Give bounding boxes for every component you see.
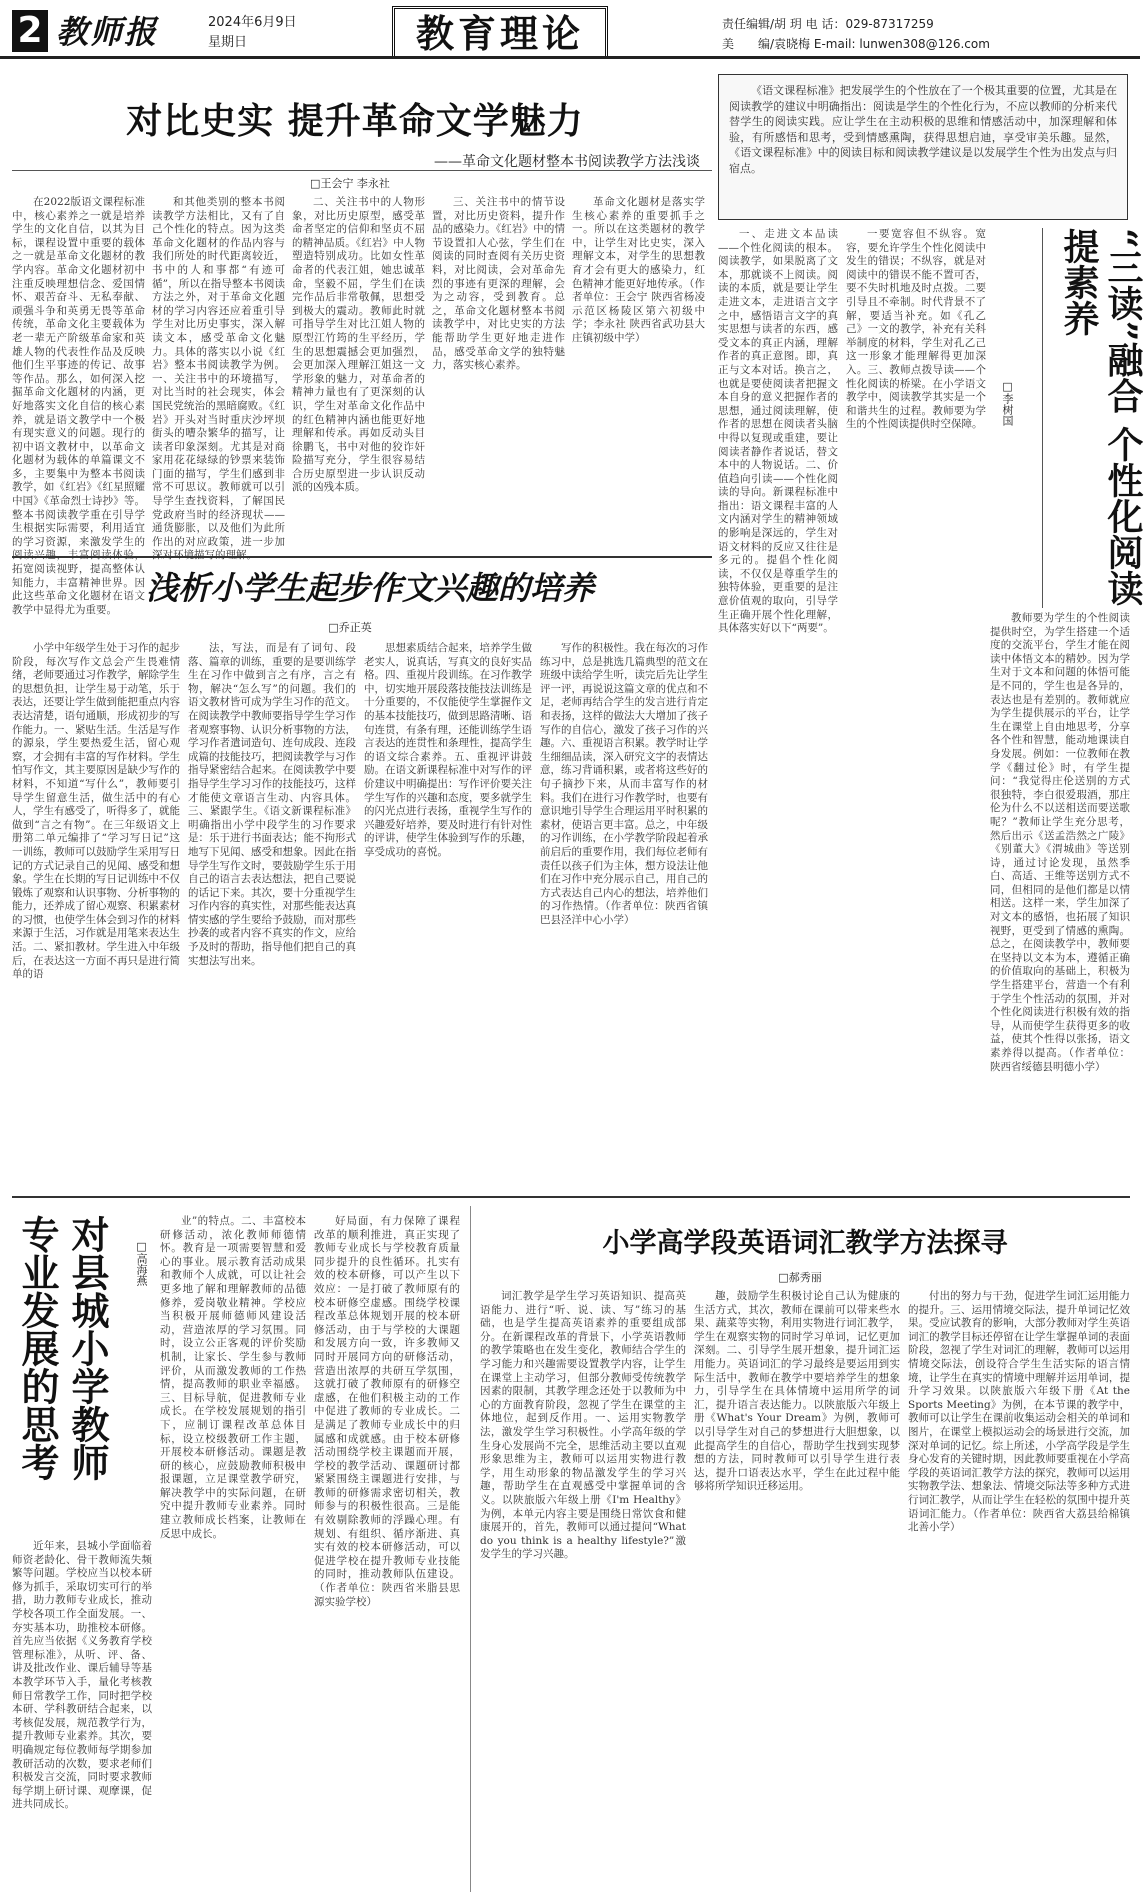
article2-author: □李树国 [1001,380,1014,426]
article1-author: □王会宁 李永社 [310,177,390,190]
article3-column-3: 思想素质结合起来，培养学生做老实人，说真话，写真文的良好实品格。四、重视片段训练。在习作教学中，切实地开展段落技能技法训练是十分重要的，不仅能使学生掌握作文的基本技能技巧，做到思路清晰、语句连贯，有条有理，还能训练学生语言表达的连贯性和条理性，提高学生的语文综合素养。五、重视评讲鼓励。在语文新课程标准中对写作的评价建议中明确提出：写作评价要关注学生写作的兴趣和态度，要多就学生的闪光点进行表扬，重视学生写作的兴趣爱好培养，要及时进行有针对性的评讲，使学生体验到写作的乐趣，享受成功的喜悦。 [364,642,532,858]
article5-author: □郝秀丽 [778,1271,822,1284]
editor-label: 责任编辑/胡 玥 电 话：029-87317259 [722,17,934,31]
article5-column-2: 趣，鼓励学生积极讨论自己认为健康的生活方式，其次，教师在课前可以带来些水果、蔬菜等实物，利用实物进行词汇教学，学生在观察实物的同时学习单词，记忆更加深刻。二、引导学生展开想象，提升词汇运用能力。英语词汇的学习最终是要运用到实际生活中，教师在教学中要培养学生的想象力，引导学生在具体情境中运用所学的词汇，提升语言表达能力。以陕旅版六年级上册《What's Your Dream》为例，教师可以引导学生对自己的梦想进行大胆想象，以此提高学生的自信心，帮助学生找到实现梦想的方法，同时教师可以引导学生进行表达，提升口语表达水平，学生在此过程中能够将所学知识迁移运用。 [694,1290,900,1493]
quote-text: 《语文课程标准》把发展学生的个性放在了一个极其重要的位置，尤其是在阅读教学的建议中明确指出：阅读是学生的个性化行为，不应以教师的分析来代替学生的阅读实践。应让学生在主动积极的思维和情感活动中，加深理解和体验，有所感悟和思考，受到情感熏陶，获得思想启迪，享受审美乐趣。显然，《语文课程标准》中的阅读目标和阅读教学建议是以发展学生个性为出发点与归宿点。 [729,84,1117,175]
article1-column-1: 在2022版语文课程标准中，核心素养之一就是培养学生的文化自信，以其为目标，课程设置中重要的载体之一就是革命文化题材的教学内容。革命文化题材初中注重反映理想信念、爱国情怀、艰苦奋斗、无私奉献、顽强斗争和英勇无畏等革命传统，革命文化主要载体为老一辈无产阶级革命家和英雄人物的代表性作品及反映他们生平事迹的传记、故事等作品。那么，如何深入挖掘革命文化题材的内涵，更好地落实文化自信的核心素养，就是语文教学中一个极有现实意义的问题。现行的初中语文教材中，以革命文化题材为载体的单篇课文不多，主要集中为整本书阅读教学，如《红岩》《红星照耀中国》《革命烈士诗抄》等。整本书阅读教学重在引导学生根据实际需要，利用适宜的学习资源，来激发学生的 拓宽阅读视野，提高整体认知能力，丰富精神世界。因此这些革命文化题材在语文教学中显得尤为重要。 [12,196,145,616]
article1-column-5: 革命文化题材是落实学生核心素养的重要抓手之一。所以在这类题材的教学中，让学生对比史实，深入理解文本，对学生的思想教育才会有更大的感染力，红色精神才能更好地传承。（作者单位：王会宁 陕西省杨凌示范区杨陵区第六初级中学；李永社 陕西省武功县大庄镇初级中学） [572,196,705,344]
article3-column-1: 小学中年级学生处于习作的起步阶段，每次写作文总会产生畏难情绪，老师要通过习作教学，解除学生的思想负担，让学生易于动笔，乐于表达，还要让学生做到能把重点内容表达清楚，语句通顺，形成初步的写作能力。一、紧贴生活。生活是写作的源泉，学生要热爱生活，留心观察，才会拥有丰富的写作材料。学生怕写作文，其主要原因是缺少写作的材料，不知道“写什么”，教师要引导学生留意生活，做生活中的有心人，学生有感受了，听得多了，就能做到“言之有物”。在三年级语文上册第二单元编排了“学习写日记”这一训练，教师可以鼓励学生采用写日记的方式记录自己的见闻、感受和想象。学生在长期的写日记训练中不仅锻炼了观察和认识事物、分析事物的能力，还养成了留心观察、积累素材的习惯，也使学生体会到习作的材料来源于生活，习作就是用笔来表达生活。二、紧扣教材。学生进入中年级后，在表达这一方面不再只是进行简单的语 [12,642,180,981]
art-editor-label: 美 编/袁晓梅 E-mail: lunwen308@126.com [722,37,990,51]
issue-date: 2024年6月9日 [208,15,297,30]
section-title: 教育理论 [392,6,608,57]
article3-column-4: 写作的积极性。我在每次的习作练习中，总是挑选几篇典型的范文在班级中读给学生听，读完后先让学生评一评，再说说这篇文章的优点和不足，老师再结合学生的发言进行肯定和表扬，这样的做法大大增加了孩子写作的自信心，激发了孩子习作的兴趣。六、重视语言积累。教学时让学生细细品读，深入研究文字的表情达意，练习背诵积累，或者将这些好的句子摘抄下来，从而丰富写作的材料。我们在进行习作教学时，也要有意识地引导学生合理运用平时积累的素材，使语言更丰富。总之，中年级的习作训练，在小学教学阶段起着承前启后的重要作用，我们每位老师有责任以孩子们为主体，想方设法让他们在习作中充分展示自己，用自己的方式表达自己内心的想法，培养他们的习作热情。（作者单位：陕西省镇巴县泾洋中心小学） [540,642,708,926]
article1-subtitle: ——革命文化题材整本书阅读教学方法浅谈 [434,154,700,170]
quote-box [718,74,1128,220]
article4-column-2: 业”的特点。二、丰富校本研修活动，浓化教师师德情怀。教育是一项需要智慧和爱心的事业。展示教育活动成果和教师个人成就，可以让社会更多地了解和理解教师的品德修养，爱岗敬业精神。学校应当积极开展师德师风建设活动，营造浓厚的学习氛围。同时，设立公正客观的评价奖励机制，让家长、学生参与教师评价，从而激发教师的工作热情，提高教师的职业幸福感。三、目标导航，促进教师专业成长。在学校发展规划的指引下，应制订课程改革总体目标，设立校级教研工作主题，开展校本研修活动。课题是教研的核心，应鼓励教师积极申报课题，立足课堂教学研究，解决教学中的实际问题，在研究中提升教师专业素养。同时建立教师成长档案，让教师在反思中成长。 [160,1215,306,1540]
article2-title: “三读”融合 个性化阅读提素养 [1042,228,1131,608]
article5-title: 小学高学段英语词汇教学方法探寻 [602,1228,1008,1259]
article1-column-4: 三、关注书中的情节设置，对比历史资料，提升作品的感染力。《红岩》中的情节设置扣人心弦，学生们在阅读的同时查阅有关历史资料，对比阅读，会对革命先烈的事迹有更深的理解，会为之动容，受到教育。总之，革命文化题材整本书阅读教学中，对比史实的方法能帮助学生更好地走进作品，感受革命文学的独特魅力，落实核心素养。 [432,196,565,372]
article5-column-1: 词汇教学是学生学习英语知识、提高英语能力、进行“听、说、读、写”练习的基础，也是学生提高英语素养的重要组成部分。在新课程改革的背景下，小学英语教师的教学策略也在发生变化，教师结合学生的学习能力和兴趣需要设置教学内容，让学生在课堂上主动学习，但部分教师受传统教学因素的限制，其教学理念还处于以教师为中心的方面教育阶段，忽视了学生在课堂的主体地位，起到反作用。一、运用实物教学法，激发学生学习积极性。小学高年级的学生身心发展尚不完全，思维活动主要以直观形象思维为主，教师可以运用实物进行教学，用生动形象的物品激发学生的学习兴趣，帮助学生在直观感受中掌握单词的含义。以陕旅版六年级上册《I'm Healthy》为例，本单元内容主要是围绕日常饮食和健康展开的，首先，教师可以通过提问“What do you think is a healthy lifestyle?”激发学生的学习兴趣。 [480,1290,686,1561]
paper-name: 教师报 [56,13,159,51]
article3-author: □乔正英 [328,621,372,634]
article3-title: 浅析小学生起步作文兴趣的培养 [145,569,594,607]
article1-title: 对比史实 提升革命文学魅力 [126,101,584,142]
article4-column-1: 近年来，县城小学面临着师资老龄化、骨干教师流失频繁等问题。学校应当以校本研修为抓手，采取切实可行的举措，助力教师专业成长，推动学校各项工作全面发展。一、夯实基本功，助推校本研修。首先应当依据《义务教育学校管理标准》，从听、评、备、讲及批改作业、课后辅导等基本教学环节入手，量化考核教师日常教学工作，同时把学校本研、学科教研结合起来，以考核促发展，规范教学行为，提升教师专业素养。其次，要明确规定每位教师每学期参加教研活动的次数，要求老师们积极发言交流，同时要求教师每学期上研讨课、观摩课，促进共同成长。 [12,1540,152,1811]
article4-author: □高海燕 [135,1240,148,1286]
article2-column-2: 一要宽容但不纵容。宽容，要允许学生个性化阅读中发生的错误；不纵容，就是对阅读中的错误不能不置可否，要不失时机地及时点拨。二要引导且不牵制。时代背景不了解，要适当补充。如《孔乙己》一文的教学，补充有关科举制度的材料，学生对孔乙己这一形象才能理解得更加深入。三、教师点拨导读——个性化阅读的桥梁。在小学语文教学中，阅读教学其实是一个和谐共生的过程。教师要为学生的个性阅读提供时空保障。 [846,228,986,431]
article4-title: 对县城小学教师专业发展的思考 [15,1215,110,1481]
article1-column-2: 和其他类别的整本书阅读教学方法相比，又有了自己个性化的特点。因为这类革命文化题材的作品内容与我们所处的时代距离较近，书中的人和事都“有迹可循”，所以在指导整本书阅读方法之外，对于革命文化题材的学习内容还应着重引导学生对比历史事实，深入解读文本，感受革命文化魅力。具体的落实以小说《红岩》整本书阅读教学为例。一、关注书中的环境描写，对比当时的社会现实，体会国民党统治的黑暗腐败。《红岩》开头对当时重庆沙坪坝街头的嘈杂繁华的描写，让读者印象深刻。尤其是对商家用花花绿绿的钞票来装饰门面的描写，学生们感到非常不可思议。教师就可以引导学生查找资料，了解国民党政府当时的经济现状——通货膨胀，以及他们为此所作出的对应政策，进一步加 [152,196,285,548]
article1-column-3: 二、关注书中的人物形象，对比历史原型，感受革命者坚定的信仰和坚贞不屈的精神品质。《红岩》中人物塑造特别成功。比如女性革命者的代表江姐，她忠诚革命，坚毅不屈，学生们在读完作品后非常敬佩，思想受到极大的震动。教师此时就可指导学生对比江姐人物的原型江竹筠的生平经历，学生的思想震撼会更加强烈，会更加深入理解江姐这一文学形象的魅力，对革命者的精神力量也有了更深刻的认识，学生对革命文化作品中的红色精神内涵也能更好地理解和传承。再如反动头目徐鹏飞，书中对他的狡诈奸险描写充分，学生很容易结合历史原型进一步认识反动派的凶残本质。 [292,196,425,494]
page-number: 2 [12,10,48,52]
article3-column-2: 法，写法，而是有了词句、段落、篇章的训练，重要的是要训练学生在习作中做到言之有序，言之有物，解决“怎么写”的问题。我们的语文教材皆可成为学生习作的范文。在阅读教学中教师要指导学生学习作者观察事物、认识分析事物的方法，学习作者遣词造句、连句成段、连段成篇的技能技巧，把阅读教学与习作指导紧密结合起来。在阅读教学中要指导学生学习习作的技能技巧，这样才能使文章语言生动、内容具体。三、紧跟学生。《语文新课程标准》明确指出小学中段学生的习作要求是：乐于进行书面表达；能不拘形式地写下见闻、感受和想象。因此在指导学生写作文时，要鼓励学生乐于用自己的语言去表达想法，把自己要说的话记下来。其次，要十分重视学生习作内容的真实性，对那些能表达真情实感的学生要给予鼓励，而对那些抄袭的或者内容不真实的作文，应给予及时的帮助，指导他们把自己的真实想法写出来。 [188,642,356,967]
issue-weekday: 星期日 [208,35,248,50]
masthead [0,0,1140,62]
article4-column-3: 好局面，有力保障了课程改革的顺利推进，真正实现了教师专业成长与学校教育质量同步提升的良性循环。扎实有效的校本研修，可以产生以下效应：一是打破了教师原有的校本研修空虚感。围绕学校课程改革总体规划开展的校本研修活动，由于与学校的大课题和发展方向一致，许多教师又同时开展同方向的研修活动，营造出浓厚的共研互学氛围，这就打破了教师原有的研修空虚感，在他们积极主动的工作中促进了教师的专业成长。二是满足了教师专业成长中的归属感和成就感。由于校本研修活动围绕学校主课题而开展，学校的教学活动、课题研讨都紧紧围绕主课题进行安排，与教师的研修需求密切相关，教师参与的积极性很高。三是能有效剔除教师的浮躁心理。有规划、有组织、循序渐进、真实有效的校本研修活动，可以促进学校在提升教师专业技能的同时，推动教师队伍建设。（作者单位：陕西省米脂县思源实验学校） [314,1215,460,1608]
article2-column-1: 一、走进文本品读——个性化阅读的根本。阅读教学，如果脱离了文本，那就谈不上阅读。阅读的本质，就是要让学生走进文本，走进语言文字之中，感悟语言文字的真实思想与读者的东西，感受文本的真正内涵，理解作者的真正意图。即，真正与文本对话。换言之，也就是要使阅读者把握文本自身的意义把握作者的思想，通过阅读理解，使作者的思想在阅读者头脑中得以复现或重建，要让阅读者静作者说话，替文本中的人物说话。二、价值趋向引读——个性化阅读的导向。新课程标准中指出：语文课程丰富的人文内涵对学生的精神领域的影响是深远的，学生对语文材料的反应又往往是多元的。提倡个性化阅读，不仅仅是尊重学生的独特体验，更重要的是注意价值观的取向，引导学生正确开展个性化理解，具体落实好以下“两要”。 [718,228,838,635]
article2-column-3: 教师要为学生的个性阅读提供时空，为学生搭建一个适度的交流平台，学生才能在阅读中体悟文本的精妙。因为学生对于文本和问题的体悟可能是不同的，学生也是各异的，表达也是有差别的。教师就应为学生提供展示的平台，让学生在课堂上自由地思考，分享各个性和智慧，能动地课读自身发展。例如：一位教师在教学《翻过伦》时，有学生提问：“我觉得庄伦送别的方式很独特，李白很爱瑕酒，那庄伦为什么不以送相送而要送歌呢？”教师让学生充分思考，然后出示《送孟浩然之广陵》《别董大》《渭城曲》等送别诗，通过讨论发现，虽然季白、高适、王维等送别方式不同，但相同的是他们都是以情相送。这样一来，学生加深了对文本的感悟，也拓展了知识视野，更受到了情感的熏陶。总之，在阅读教学中，教师要在坚持以文本为本，遵循正确的价值取向的基础上，积极为学生搭建平台，营造一个有利于学生个性活动的氛围，并对个性化阅读进行积极有效的指导，从而使学生获得更多的收益，使其个性得以张扬，语文素养得以提高。（作者单位：陕西省绥德县明德小学） [990,612,1130,1073]
article5-column-3: 付出的努力与干劲，促进学生词汇运用能力的提升。三、运用情境交际法，提升单词记忆效果。受应试教育的影响，大部分教师对学生英语词汇的教学目标还停留在让学生掌握单词的表面阶段，忽视了学生对词汇的理解，教师可以运用情境交际法，创设符合学生生活实际的语言情境，让学生在真实的情境中理解并运用单词，提升学习效果。以陕旅版六年级下册《At the Sports Meeting》为例，在本节课的教学中，教师可以让学生在课前收集运动会相关的单词和图片，在课堂上模拟运动会的场景进行交流，加深对单词的记忆。综上所述，小学高学段是学生身心发育的关键时期，因此教师要重视在小学高学段的英语词汇教学方法的探究，教师可以运用实物教学法、想象法、情境交际法等多种方式进行词汇教学，从而让学生在轻松的氛围中提升英语词汇能力。（作者单位：陕西省大荔县给棉镇北善小学） [908,1290,1130,1534]
